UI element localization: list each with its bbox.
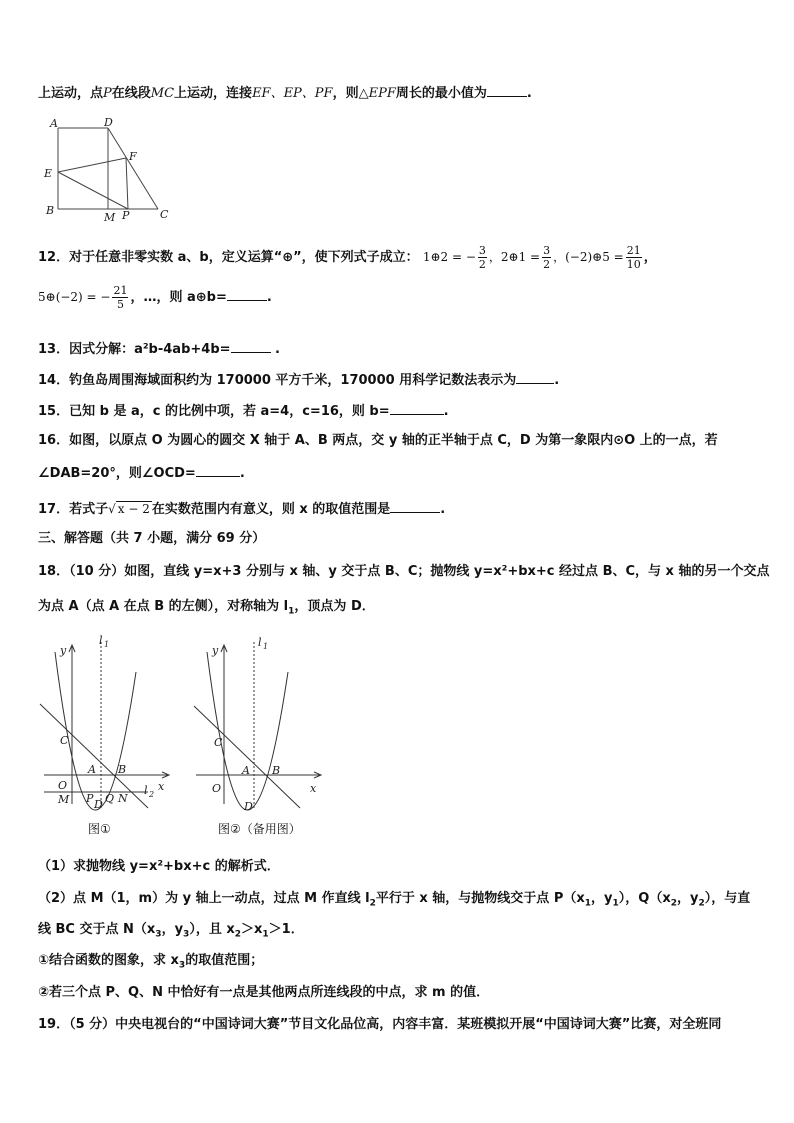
q19-line1: 19．（5 分）中央电视台的“中国诗词大赛”节目文化品位高，内容丰富．某班模拟开展“中国诗词大赛”比赛，对全班同 (38, 1017, 722, 1032)
q18-figure-2 (190, 632, 330, 812)
q15-text: 15．已知 b 是 a，c 的比例中项，若 a=4，c=16，则 b= (38, 404, 390, 419)
q16-text-2: ∠DAB=20°，则∠OCD= (38, 466, 196, 481)
q18-p2l2-sub-x3: 3 (155, 929, 162, 940)
fig11-label-m: M (104, 211, 116, 224)
q18-p2l2-sub-x2: 2 (234, 929, 241, 940)
q18-p2-b: 平行于 x 轴，与抛物线交于点 P（x (375, 891, 585, 906)
q17-suffix: 在实数范围内有意义，则 x 的取值范围是 (151, 502, 391, 517)
q12-expr1: 1⊕2 = − (422, 250, 476, 264)
fig18a-label-y: y (60, 644, 67, 657)
fig11-label-e: E (44, 167, 53, 180)
q18-part2-line1 (38, 889, 764, 914)
fig18a-label-o: O (58, 779, 68, 792)
q12-expr2: ，2⊕1 = (488, 250, 541, 264)
q18-p2-sub-x1: 1 (584, 898, 592, 909)
q17-prefix: 17．若式子 (38, 502, 109, 517)
q11-text-2: 在线段 (111, 86, 151, 101)
fig18a-label-l1-sub: 1 (104, 640, 110, 649)
fig11-label-p: P (122, 209, 130, 222)
q12-prefix: 12．对于任意非零实数 a、b，定义运算“⊕”，使下列式子成立： (38, 250, 419, 265)
q12-line1 (38, 244, 764, 276)
q12-frac1: $\frac{3}{2}$ (478, 244, 486, 271)
q14-answer-blank[interactable] (516, 369, 554, 384)
fig18a-label-l2-sub: 2 (149, 790, 155, 799)
q16-line1 (38, 431, 764, 451)
q18-subq2: ②若三个点 P、Q、N 中恰好有一点是其他两点所连线段的中点，求 m 的值． (38, 985, 490, 1000)
fig18a-label-b: B (118, 763, 127, 776)
fig18a-label-a: A (88, 763, 96, 776)
q12-frac2: $\frac{3}{2}$ (543, 244, 551, 271)
q17-answer-blank[interactable] (390, 498, 440, 513)
q18-line2-sub: 1 (288, 606, 295, 617)
q16-answer-blank[interactable] (196, 462, 240, 477)
q12-suffix: ，…，则 a⊕b= (130, 290, 227, 305)
q18-p2-a: （2）点 M（1，m）为 y 轴上一动点，过点 M 作直线 l (38, 891, 370, 906)
fig18a-label-n: N (118, 792, 128, 805)
q18-p2l2-a: 线 BC 交于点 N（x (38, 922, 156, 937)
q18-figure-1 (38, 632, 178, 812)
q12-comma: ， (643, 250, 657, 265)
q17-line (38, 498, 764, 520)
q16-text-1: 16．如图，以原点 O 为圆心的圆交 X 轴于 A、B 两点，交 y 轴的正半轴于点 C，D 为第一象限内⊙O 上的一点，若 (38, 433, 718, 448)
fig11-label-f: F (129, 150, 137, 163)
q18-p2l2-e: ＞1． (268, 922, 304, 937)
fig18b-label-l1: l (258, 636, 262, 649)
q15-line (38, 400, 764, 422)
fig11-label-b: B (46, 204, 55, 217)
q13-text: 13．因式分解：a²b-4ab+4b= (38, 342, 231, 357)
q17-radical: √ x − 2 (108, 502, 150, 516)
q12-line2 (38, 284, 764, 316)
q18-subq1 (38, 951, 764, 976)
q14-line (38, 369, 764, 391)
fig18a-label-p: P (86, 792, 94, 805)
q11-figure (38, 114, 178, 226)
q11-text-3: 上运动，连接 (174, 86, 253, 101)
fig11-label-c: C (160, 208, 169, 221)
q18-line2-a: 为点 A（点 A 在点 B 的左侧），对称轴为 l (38, 599, 289, 614)
fig18b-label-a: A (242, 764, 250, 777)
q18-subq1-sub: 3 (178, 960, 186, 971)
q18-subq1-end: 的取值范围； (185, 953, 264, 968)
q17-end: . (440, 502, 446, 517)
fig18b-label-d: D (244, 800, 253, 812)
fig18a-label-d: D (94, 798, 103, 811)
q18-subq1-text: ①结合函数的图象，求 x (38, 953, 179, 968)
q18-line1: 18．（10 分）如图，直线 y=x+3 分别与 x 轴、y 交于点 B、C；抛物线 y=x²+bx+c 经过点 B、C，与 x 轴的另一个交点 (38, 564, 770, 579)
q18-line2 (38, 597, 764, 622)
q15-answer-blank[interactable] (390, 400, 444, 415)
q13-line (38, 338, 764, 360)
q13-end: . (270, 342, 280, 357)
q18-line2-b: ，顶点为 D． (294, 599, 375, 614)
q18-p2-sub-y1: 1 (612, 898, 619, 909)
fig18b-label-x: x (310, 782, 317, 795)
q18-p2l2-d: ＞x (241, 922, 263, 937)
q18-p2-e: ，y (676, 891, 699, 906)
q11-text-4: ，则△ (332, 86, 369, 101)
fig18a-label-q: Q (105, 792, 115, 805)
q12-frac4: $\frac{21}{5}$ (113, 284, 128, 311)
q11-text-5: 周长的最小值为 (395, 86, 487, 101)
q11-segments: EF、EP、PF (252, 86, 333, 101)
q15-end: . (443, 404, 449, 419)
fig18a-label-l1: l (99, 634, 103, 647)
fig18b-caption: 图②（备用图） (218, 822, 301, 836)
q18-p2l2-b: ，y (161, 922, 184, 937)
q18-p2-sub-x2: 2 (670, 898, 677, 909)
fig18b-label-o: O (212, 782, 222, 795)
fig18a-label-m: M (58, 793, 70, 806)
fig18b-label-y: y (212, 644, 219, 657)
q12-expr4: 5⊕(−2) = − (38, 290, 111, 304)
fig18a-caption: 图① (88, 822, 111, 836)
q18-p2l2-c: ），且 x (189, 922, 235, 937)
q13-answer-blank[interactable] (231, 338, 271, 353)
q11-seg-mc: MC (150, 86, 175, 101)
q18-p2-c: ，y (591, 891, 613, 906)
fig18b-label-b: B (272, 764, 281, 777)
q16-line2 (38, 462, 764, 484)
q18-p2-f: ），与直 (704, 891, 751, 906)
q12-frac3: $\frac{21}{10}$ (626, 244, 641, 271)
q11-triangle: EPF (368, 86, 396, 101)
q18-p2-d: ），Q（x (618, 891, 671, 906)
q14-end: . (554, 373, 560, 388)
q18-part2-line2 (38, 920, 764, 945)
fig18b-label-l1-sub: 1 (263, 642, 269, 651)
q11-line (38, 82, 764, 104)
q18-p2l2-sub-y3: 3 (183, 929, 190, 940)
q16-end: . (239, 466, 245, 481)
fig18b-label-c: C (214, 736, 223, 749)
q11-text-1: 上运动，点 (38, 86, 104, 101)
fig18a-label-c: C (60, 734, 69, 747)
q11-end: . (526, 86, 532, 101)
fig11-label-d: D (104, 116, 113, 129)
q14-text: 14．钓鱼岛周围海域面积约为 170000 平方千米，170000 用科学记数法表示为 (38, 373, 517, 388)
section3-title: 三、解答题（共 7 小题，满分 69 分） (38, 531, 266, 546)
fig18a-label-x: x (158, 780, 165, 793)
q12-end: . (266, 290, 272, 305)
q11-answer-blank[interactable] (487, 82, 527, 97)
q18-p2-sub-l2: 2 (369, 898, 376, 909)
q11-point-p: P (103, 86, 112, 101)
fig11-label-a: A (50, 117, 58, 130)
q18-part1: （1）求抛物线 y=x²+bx+c 的解析式． (38, 859, 280, 874)
q12-expr3: ，(−2)⊕5 = (553, 250, 624, 264)
fig18a-label-l2: l (144, 784, 148, 797)
q18-p2-sub-y2: 2 (698, 898, 705, 909)
q12-answer-blank[interactable] (227, 286, 267, 301)
q18-p2l2-sub-x1: 1 (262, 929, 269, 940)
